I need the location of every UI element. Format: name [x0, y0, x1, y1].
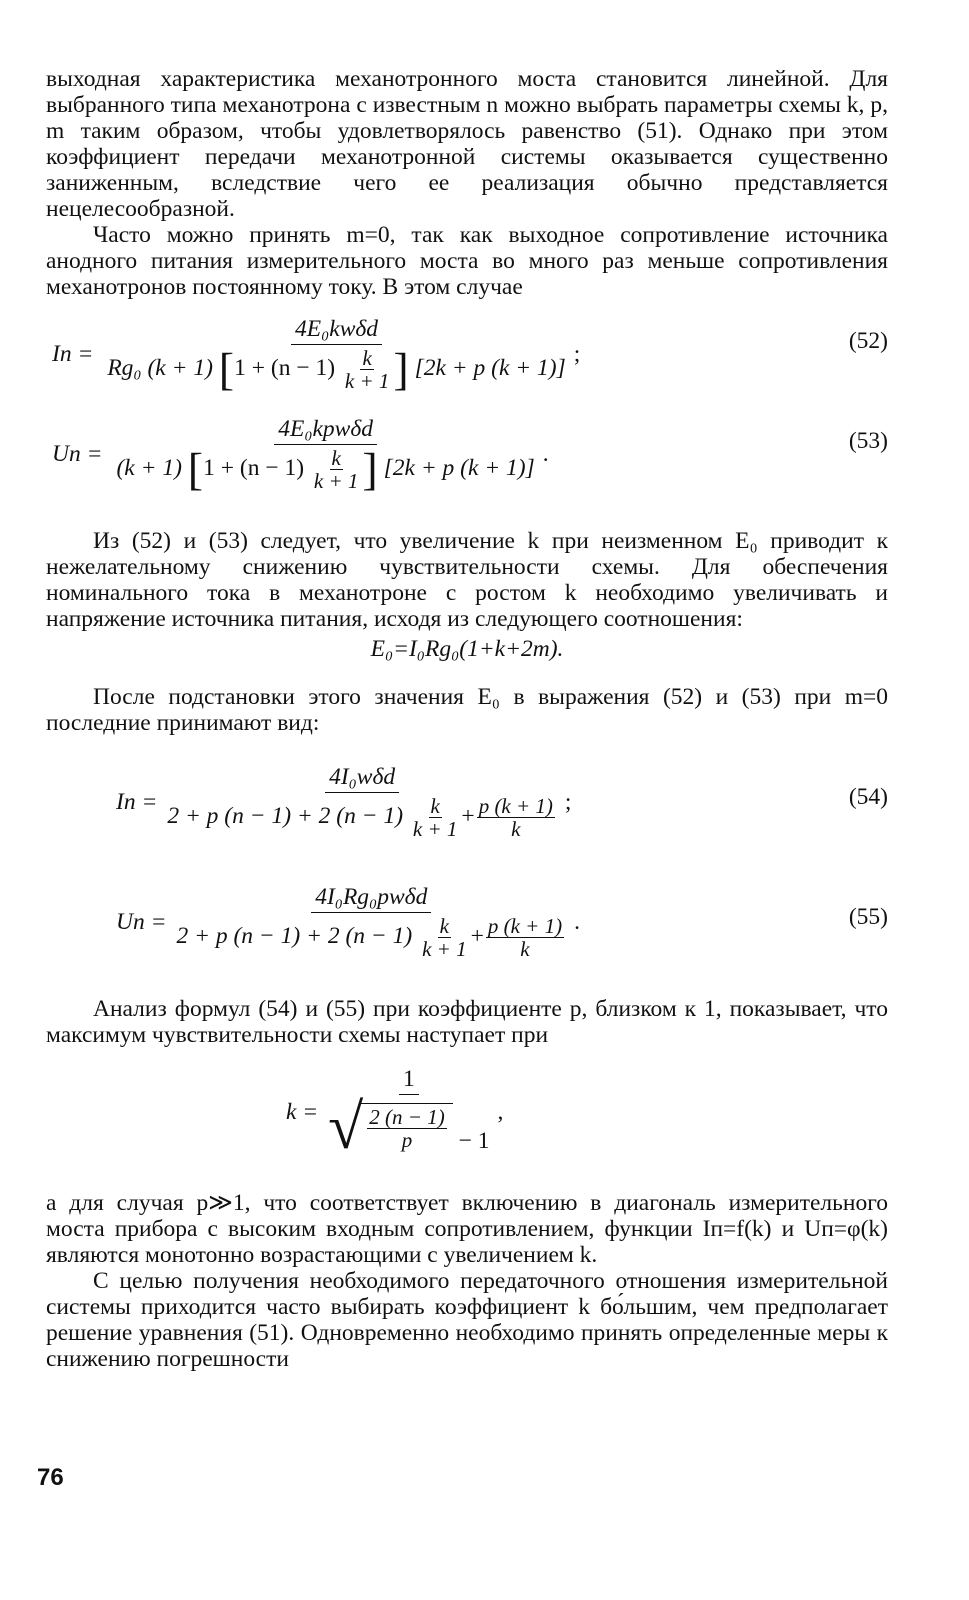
eq53-tail: . — [542, 441, 549, 467]
kmax-inner-num: 2 (n − 1) — [369, 1105, 445, 1129]
paragraph-5: Анализ формул (54) и (55) при коэффициенте p, близком к 1, показывает, что максимум чувствительности схемы наступает при — [46, 996, 888, 1048]
paragraph-7: С целью получения необходимого передаточного отношения измерительной системы приходится часто выбирать коэффициент k бо́льшим, чем предполагает решение уравнения (51). Одновременно необходимо принять определенные меры к снижению погрешности — [46, 1268, 888, 1372]
equation-e0: E₀=I₀Rg₀(1+k+2m). — [370, 636, 564, 662]
eq55-tail: . — [574, 909, 580, 935]
eq53-numerator: 4E₀kpwδd — [274, 416, 377, 445]
eq55-numerator: 4I₀Rg₀pwδd — [311, 884, 431, 913]
paragraph-4: После подстановки этого значения E₀ в выражения (52) и (53) при m=0 последние принимают вид: — [46, 684, 888, 736]
eq52-inner-den: k + 1 — [344, 369, 390, 393]
eq52-inner-num: k — [362, 346, 372, 370]
eq54-den-a: 2 + p (n − 1) + 2 (n − 1) — [167, 802, 404, 829]
eq53-den-b: 1 + (n − 1) — [203, 454, 305, 481]
eq52-den-b: 1 + (n − 1) — [234, 354, 336, 381]
eq54-f1-den: k + 1 — [412, 817, 458, 841]
eq52-den-a: Rg₀ (k + 1) — [107, 354, 213, 381]
page-body — [46, 66, 888, 1372]
equation-55 — [46, 884, 888, 984]
eq52-den-c: [2k + p (k + 1)] — [414, 354, 566, 381]
eq54-f2-den: k — [511, 817, 521, 841]
eq53-lhs: Uп = — [52, 441, 103, 467]
eq55-f2-den: k — [520, 937, 530, 961]
eq53-den-a: (k + 1) — [116, 454, 182, 481]
eq52-label: (52) — [848, 328, 888, 354]
eq55-f1-num: k — [439, 914, 449, 938]
kmax-minus: − 1 — [458, 1128, 490, 1154]
kmax-lhs: k = — [286, 1098, 319, 1125]
kmax-numerator: 1 — [399, 1066, 419, 1095]
kmax-inner-den: p — [401, 1128, 413, 1152]
eq52-lhs: Iп = — [52, 341, 94, 367]
eq55-den-a: 2 + p (n − 1) + 2 (n − 1) — [176, 922, 413, 949]
eq54-label: (54) — [848, 784, 888, 810]
paragraph-6: а для случая p≫1, что соответствует включению в диагональ измерительного моста прибора с высоким входным сопротивлением, функции Iп=f(k) и Uп=φ(k) являются монотонно возрастающими с увеличением k. — [46, 1190, 888, 1268]
eq53-label: (53) — [848, 428, 888, 454]
paragraph-2: Часто можно принять m=0, так как выходное сопротивление источника анодного питания измерительного моста во много раз меньше сопротивления механотронов постоянному току. В этом случае — [46, 222, 888, 300]
equation-54 — [46, 764, 888, 864]
equation-53: Uп = 4E₀kpwδd (k + 1) [1 + (n − 1) $\frac{k}{k + 1}$ ] [2k + p (k + 1)] . (53) — [52, 416, 888, 495]
eq53-inner-den: k + 1 — [313, 469, 359, 493]
eq53-den-c: [2k + p (k + 1)] — [383, 454, 535, 481]
eq54-tail: ; — [564, 789, 572, 815]
kmax-tail: , — [497, 1098, 504, 1125]
eq55-f1-den: k + 1 — [422, 937, 467, 961]
eq52-tail: ; — [573, 341, 581, 367]
eq55-plus: + — [470, 922, 484, 949]
eq54-plus: + — [461, 802, 475, 829]
sqrt-symbol: √ — [328, 1091, 364, 1162]
eq55-label: (55) — [848, 904, 888, 930]
eq55-lhs: Uп = — [116, 909, 167, 935]
eq52-numerator: 4E₀kwδd — [291, 316, 382, 345]
eq54-numerator: 4I₀wδd — [325, 764, 399, 793]
page-number: 76 — [37, 1464, 64, 1491]
eq54-f1-num: k — [430, 794, 440, 818]
equation-kmax — [46, 1066, 888, 1176]
eq54-f2-num: p (k + 1) — [478, 794, 553, 818]
equation-52: Iп = 4E₀kwδd Rg₀ (k + 1) [1 + (n − 1) $\frac{k}{k + 1}$ ] [2k + p (k + 1)] ; (52) — [52, 316, 888, 395]
eq53-inner-num: k — [331, 446, 341, 470]
eq54-lhs: Iп = — [116, 789, 158, 815]
paragraph-3: Из (52) и (53) следует, что увеличение k при неизменном E₀ приводит к нежелательному снижению чувствительности схемы. Для обеспечения номинального тока в механотроне с ростом k необходимо увеличивать и напряжение источника питания, исходя из следующего соотношения: — [46, 528, 888, 632]
eq55-f2-num: p (k + 1) — [487, 914, 563, 938]
paragraph-1: выходная характеристика механотронного моста становится линейной. Для выбранного типа механотрона с известным n можно выбрать параметры схемы k, p, m таким образом, чтобы удовлетворялось равенство (51). Однако при этом коэффициент передачи механотронной системы оказывается существенно заниженным, вследствие чего ее реализация обычно представляется нецелесообразной. — [46, 66, 888, 222]
